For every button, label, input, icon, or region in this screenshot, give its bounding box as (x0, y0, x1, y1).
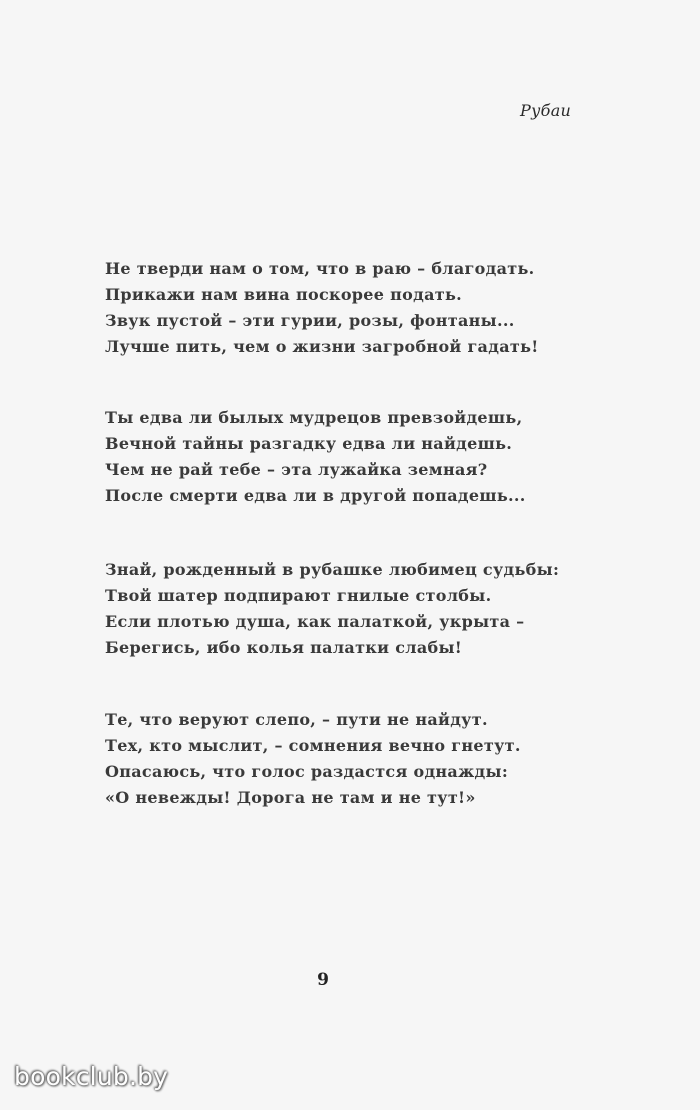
verse-line: Не тверди нам о том, что в раю – благодать. (105, 259, 535, 278)
verse-line: Опасаюсь, что голос раздастся однажды: (105, 762, 509, 781)
verse-line: Лучше пить, чем о жизни загробной гадать! (105, 337, 539, 356)
verse-line: Если плотью душа, как палаткой, укрыта – (105, 612, 525, 631)
stanza (105, 707, 521, 811)
verse-line: «О невежды! Дорога не там и не тут!» (105, 788, 476, 807)
watermark: bookclub.by (14, 1062, 169, 1091)
verse-line: Чем не рай тебе – эта лужайка земная? (105, 460, 488, 479)
stanza (105, 405, 526, 509)
verse-line: Берегись, ибо колья палатки слабы! (105, 638, 463, 657)
running-head: Рубаи (520, 101, 572, 120)
verse-line: Ты едва ли былых мудрецов превзойдешь, (105, 408, 523, 427)
verse-line: Прикажи нам вина поскорее подать. (105, 285, 462, 304)
verse-line: Звук пустой – эти гурии, розы, фонтаны... (105, 311, 515, 330)
verse-line: После смерти едва ли в другой попадешь... (105, 486, 526, 505)
verse-line: Твой шатер подпирают гнилые столбы. (105, 586, 492, 605)
page-number: 9 (317, 970, 329, 990)
verse-line: Те, что веруют слепо, – пути не найдут. (105, 710, 488, 729)
verse-line: Вечной тайны разгадку едва ли найдешь. (105, 434, 513, 453)
verse-line: Тех, кто мыслит, – сомнения вечно гнетут. (105, 736, 521, 755)
verse-line: Знай, рожденный в рубашке любимец судьбы: (105, 560, 560, 579)
stanza (105, 557, 559, 661)
stanza (105, 256, 539, 360)
